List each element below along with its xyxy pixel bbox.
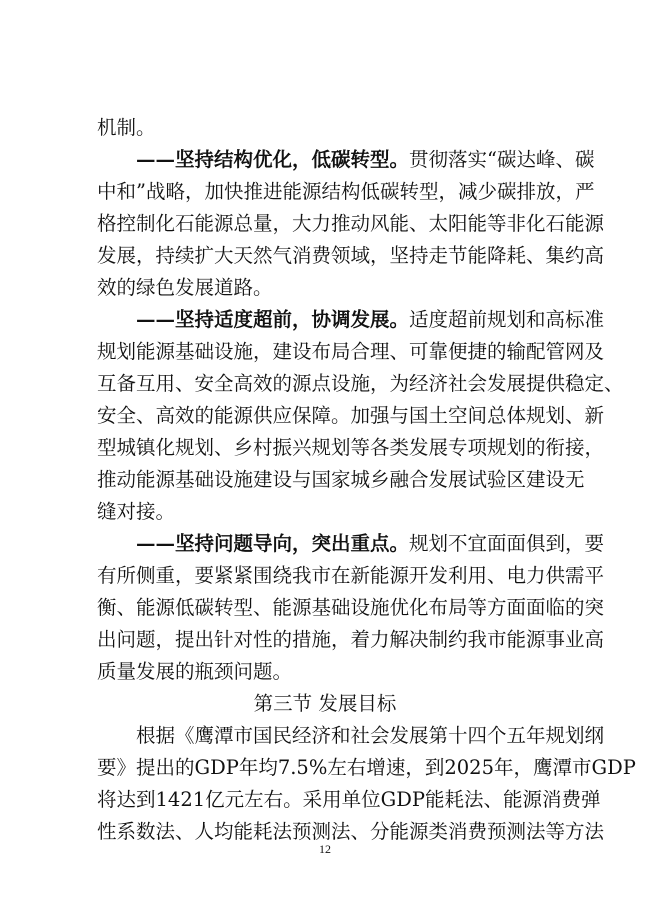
text-line: 机制。 bbox=[97, 116, 156, 139]
text-line: 互备互用、安全高效的源点设施，为经济社会发展提供稳定、 bbox=[97, 372, 624, 395]
text-line: 出问题，提出针对性的措施，着力解决制约我市能源事业高 bbox=[97, 628, 605, 651]
text-line: 中和”战略，加快推进能源结构低碳转型，减少碳排放，严 bbox=[97, 180, 595, 203]
text-line: 将达到1421亿元左右。采用单位GDP能耗法、能源消费弹 bbox=[97, 788, 601, 811]
principle-heading: ——坚持问题导向，突出重点。 bbox=[136, 532, 410, 555]
text-line: 质量发展的瓶颈问题。 bbox=[97, 660, 293, 683]
text-line: ——坚持适度超前，协调发展。适度超前规划和高标准 bbox=[136, 308, 605, 331]
text-line: 性系数法、人均能耗法预测法、分能源类消费预测法等方法 bbox=[97, 820, 605, 843]
principle-heading: ——坚持结构优化，低碳转型。 bbox=[136, 148, 410, 171]
text-line: 效的绿色发展道路。 bbox=[97, 276, 273, 299]
text-line: 推动能源基础设施建设与国家城乡融合发展试验区建设无 bbox=[97, 468, 585, 491]
section-heading: 第三节 发展目标 bbox=[253, 692, 397, 715]
text-line: 格控制化石能源总量，大力推动风能、太阳能等非化石能源 bbox=[97, 212, 605, 235]
text-line: 发展，持续扩大天然气消费领域，坚持走节能降耗、集约高 bbox=[97, 244, 605, 267]
text-line: 衡、能源低碳转型、能源基础设施优化布局等方面面临的突 bbox=[97, 596, 605, 619]
page-number: 12 bbox=[319, 842, 331, 856]
text-line: 安全、高效的能源供应保障。加强与国土空间总体规划、新 bbox=[97, 404, 605, 427]
text-line: ——坚持结构优化，低碳转型。贯彻落实“碳达峰、碳 bbox=[136, 148, 595, 171]
text-line: 要》提出的GDP年均7.5%左右增速，到2025年，鹰潭市GDP bbox=[97, 756, 636, 779]
principle-heading: ——坚持适度超前，协调发展。 bbox=[136, 308, 410, 331]
text-line: 型城镇化规划、乡村振兴规划等各类发展专项规划的衔接， bbox=[97, 436, 605, 459]
text-line: 规划能源基础设施，建设布局合理、可靠便捷的输配管网及 bbox=[97, 340, 605, 363]
text-line: ——坚持问题导向，突出重点。规划不宜面面俱到，要 bbox=[136, 532, 605, 555]
text-line: 缝对接。 bbox=[97, 500, 176, 523]
text-line: 根据《鹰潭市国民经济和社会发展第十四个五年规划纲 bbox=[136, 724, 605, 747]
text-line: 有所侧重，要紧紧围绕我市在新能源开发利用、电力供需平 bbox=[97, 564, 605, 587]
